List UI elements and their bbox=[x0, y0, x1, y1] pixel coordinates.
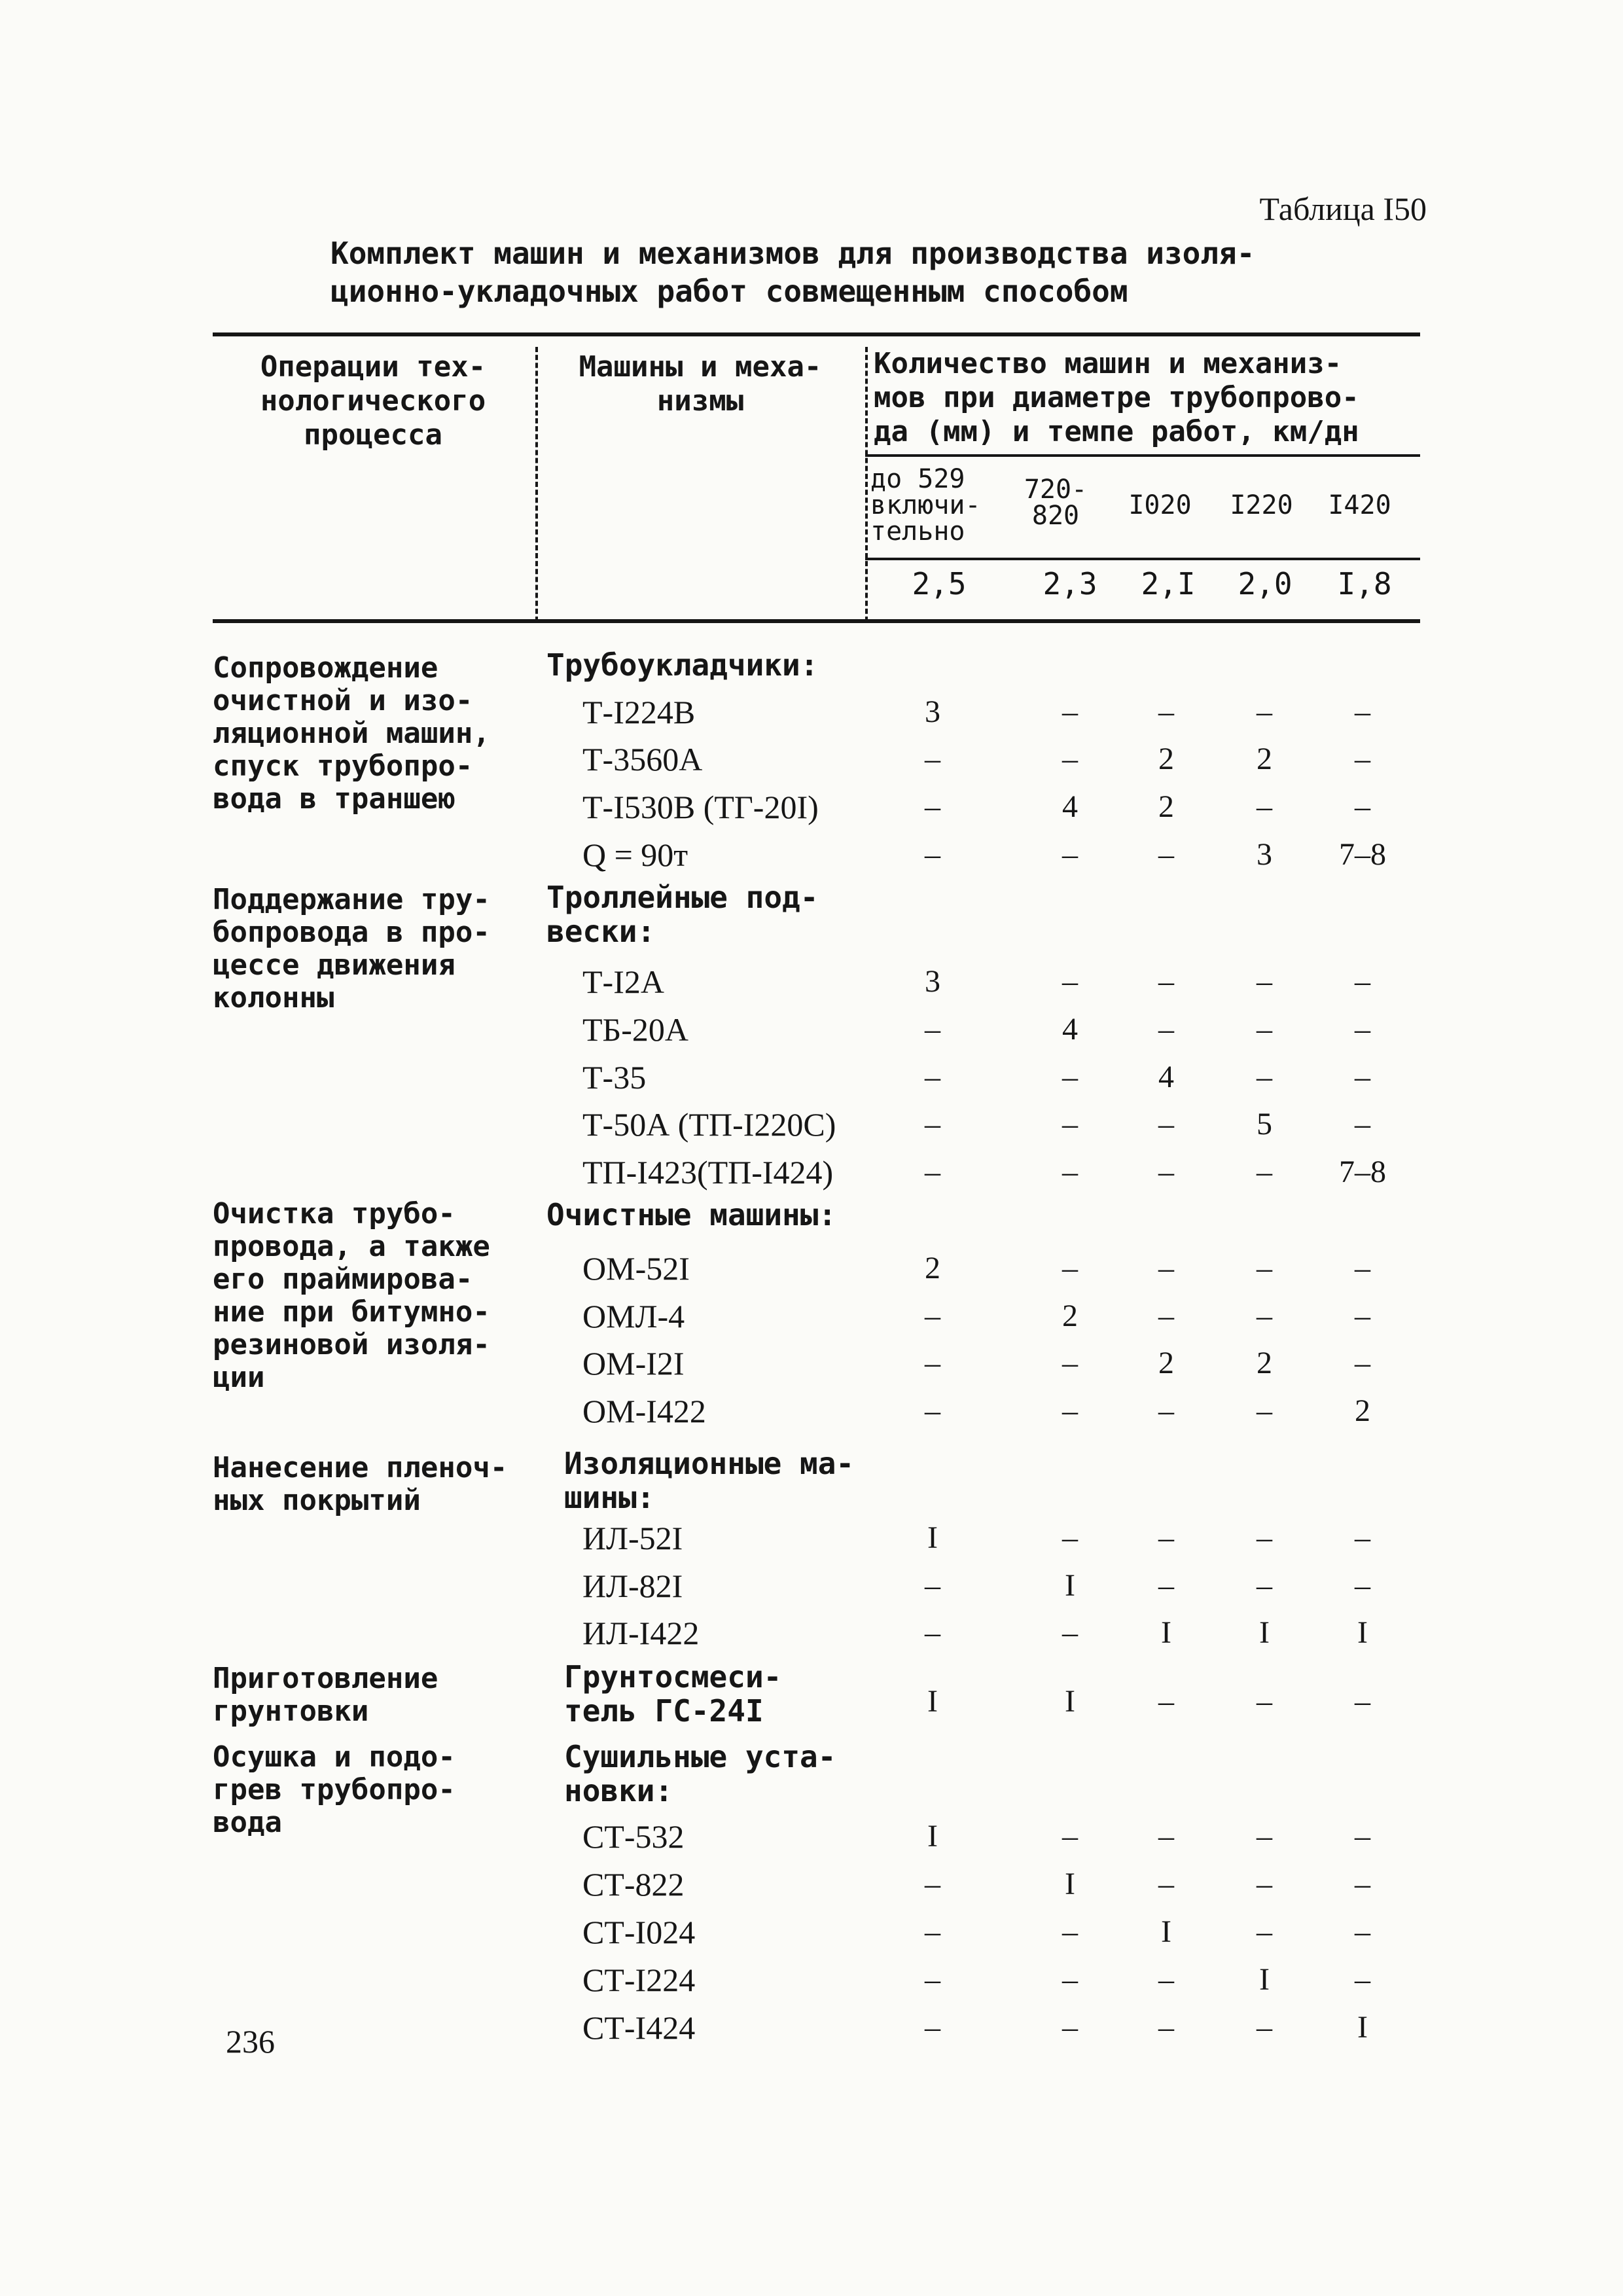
group-label: Очистные машины: bbox=[546, 1197, 837, 1232]
quantity-cell: – bbox=[1355, 1060, 1370, 1094]
quantity-cell: – bbox=[1257, 1819, 1272, 1854]
quantity-cell: – bbox=[1158, 1299, 1174, 1333]
quantity-cell: – bbox=[1257, 789, 1272, 824]
quantity-cell: – bbox=[1062, 1346, 1078, 1380]
quantity-cell: – bbox=[1062, 694, 1078, 729]
operation-label: Очистка трубо- провода, а также его праймирова- ние при битумно- резиновой изоля- ции bbox=[213, 1197, 490, 1394]
quantity-cell: – bbox=[1355, 1107, 1370, 1141]
machine-name: ТБ-20А bbox=[582, 1011, 689, 1048]
quantity-cell: – bbox=[1257, 964, 1272, 999]
quantity-cell: – bbox=[1355, 1962, 1370, 1997]
quantity-cell: – bbox=[1158, 1962, 1174, 1997]
group-label: Сушильные уста- новки: bbox=[564, 1739, 836, 1808]
quantity-cell: 4 bbox=[1158, 1060, 1174, 1094]
machine-name: СТ-I424 bbox=[582, 2009, 696, 2046]
quantity-cell: – bbox=[1062, 964, 1078, 999]
machine-name: ОМ-52I bbox=[582, 1250, 690, 1287]
quantity-cell: – bbox=[1158, 1393, 1174, 1428]
quantity-cell: – bbox=[925, 1867, 940, 1901]
quantity-cell: – bbox=[1257, 1520, 1272, 1555]
operation-label: Приготовление грунтовки bbox=[213, 1662, 438, 1728]
quantity-cell: – bbox=[1355, 1299, 1370, 1333]
quantity-cell: – bbox=[1355, 1012, 1370, 1047]
table-title bbox=[330, 234, 1255, 310]
quantity-cell: – bbox=[925, 742, 940, 776]
title-line: ционно-укладочных работ совмещенным способом bbox=[330, 274, 1128, 309]
header-tempo-5: I,8 bbox=[1337, 566, 1392, 601]
quantity-cell: – bbox=[1355, 1251, 1370, 1285]
quantity-cell: I bbox=[1065, 1568, 1075, 1603]
quantity-cell: 4 bbox=[1062, 1012, 1078, 1047]
quantity-cell: – bbox=[1257, 1568, 1272, 1603]
operation-label: Осушка и подо- грев трубопро- вода bbox=[213, 1740, 455, 1839]
quantity-cell: – bbox=[1158, 1867, 1174, 1901]
machine-name: Т-I224В bbox=[582, 694, 696, 730]
group-label: Грунтосмеси- тель ГС-24I bbox=[564, 1659, 782, 1729]
group-label: Троллейные под- вески: bbox=[546, 880, 819, 949]
machine-name: СТ-I024 bbox=[582, 1914, 696, 1950]
quantity-cell: – bbox=[925, 1393, 940, 1428]
machine-name: ИЛ-52I bbox=[582, 1520, 683, 1556]
quantity-cell: – bbox=[1355, 742, 1370, 776]
quantity-cell: 7–8 bbox=[1339, 837, 1386, 872]
quantity-cell: 2 bbox=[1355, 1393, 1370, 1428]
machine-name: ОМ-I2I bbox=[582, 1345, 685, 1382]
title-line: Комплект машин и механизмов для производства изоля- bbox=[330, 236, 1255, 271]
machine-name: Q = 90т bbox=[582, 836, 688, 873]
header-diameter-4: I220 bbox=[1230, 490, 1293, 520]
operation-label: Нанесение пленоч- ных покрытий bbox=[213, 1451, 508, 1517]
quantity-cell: – bbox=[1257, 1251, 1272, 1285]
quantity-cell: – bbox=[1355, 1819, 1370, 1854]
quantity-cell: – bbox=[1158, 1107, 1174, 1141]
quantity-cell: – bbox=[1158, 1155, 1174, 1189]
group-label: Трубоукладчики: bbox=[546, 647, 819, 683]
quantity-cell: – bbox=[925, 1107, 940, 1141]
quantity-cell: – bbox=[1158, 694, 1174, 729]
quantity-cell: – bbox=[1257, 2010, 1272, 2045]
quantity-cell: – bbox=[925, 1914, 940, 1949]
page-number: 236 bbox=[226, 2023, 275, 2060]
header-diameter-3: I020 bbox=[1128, 490, 1192, 520]
quantity-cell: 2 bbox=[925, 1251, 940, 1285]
header-diameter-2: 720- 820 bbox=[1024, 475, 1088, 531]
quantity-cell: 3 bbox=[1257, 837, 1272, 872]
header-quantity: Количество машин и механиз- мов при диаметре трубопрово- да (мм) и темпе работ, км/дн bbox=[874, 347, 1359, 448]
quantity-cell: – bbox=[1158, 1251, 1174, 1285]
quantity-cell: 2 bbox=[1158, 789, 1174, 824]
quantity-cell: 2 bbox=[1257, 742, 1272, 776]
quantity-cell: – bbox=[1062, 837, 1078, 872]
quantity-cell: 3 bbox=[925, 964, 940, 999]
quantity-cell: – bbox=[1355, 694, 1370, 729]
quantity-cell: – bbox=[1355, 1568, 1370, 1603]
quantity-cell: – bbox=[925, 1568, 940, 1603]
header-machines: Машины и меха- низмы bbox=[579, 350, 822, 418]
header-sub-rule bbox=[865, 558, 1420, 560]
quantity-cell: I bbox=[1259, 1962, 1270, 1997]
quantity-cell: – bbox=[1062, 742, 1078, 776]
quantity-cell: – bbox=[1062, 1819, 1078, 1854]
quantity-cell: – bbox=[925, 1962, 940, 1997]
quantity-cell: – bbox=[925, 1346, 940, 1380]
quantity-cell: – bbox=[925, 1299, 940, 1333]
quantity-cell: I bbox=[1259, 1615, 1270, 1650]
header-mid-rule bbox=[865, 454, 1420, 457]
machine-name: Т-I530В (ТГ-20I) bbox=[582, 789, 819, 825]
quantity-cell: – bbox=[925, 1060, 940, 1094]
header-vdash-2 bbox=[865, 347, 868, 622]
quantity-cell: – bbox=[1355, 964, 1370, 999]
quantity-cell: – bbox=[1257, 1684, 1272, 1719]
machine-name: ИЛ-I422 bbox=[582, 1615, 700, 1651]
quantity-cell: – bbox=[1062, 1914, 1078, 1949]
quantity-cell: – bbox=[1062, 1615, 1078, 1650]
machine-name: СТ-532 bbox=[582, 1818, 685, 1855]
quantity-cell: I bbox=[927, 1520, 938, 1555]
quantity-cell: – bbox=[925, 1615, 940, 1650]
quantity-cell: – bbox=[925, 1155, 940, 1189]
quantity-cell: 2 bbox=[1257, 1346, 1272, 1380]
quantity-cell: I bbox=[927, 1819, 938, 1854]
quantity-cell: – bbox=[1355, 1346, 1370, 1380]
header-bottom-rule bbox=[213, 619, 1420, 623]
quantity-cell: – bbox=[1355, 789, 1370, 824]
quantity-cell: – bbox=[1355, 1914, 1370, 1949]
table-number: Таблица I50 bbox=[1259, 190, 1427, 227]
quantity-cell: – bbox=[1158, 837, 1174, 872]
quantity-cell: – bbox=[1158, 1012, 1174, 1047]
quantity-cell: – bbox=[925, 837, 940, 872]
quantity-cell: 3 bbox=[925, 694, 940, 729]
quantity-cell: – bbox=[1062, 1107, 1078, 1141]
quantity-cell: – bbox=[1257, 694, 1272, 729]
operation-label: Сопровождение очистной и изо- ляционной машин, спуск трубопро- вода в траншею bbox=[213, 651, 490, 816]
header-tempo-1: 2,5 bbox=[912, 566, 967, 601]
quantity-cell: – bbox=[1257, 1914, 1272, 1949]
quantity-cell: 2 bbox=[1062, 1299, 1078, 1333]
machine-name: ОМЛ-4 bbox=[582, 1298, 685, 1335]
quantity-cell: – bbox=[1355, 1684, 1370, 1719]
quantity-cell: – bbox=[1062, 1393, 1078, 1428]
quantity-cell: I bbox=[1161, 1914, 1171, 1949]
group-label: Изоляционные ма- шины: bbox=[564, 1446, 855, 1515]
quantity-cell: 4 bbox=[1062, 789, 1078, 824]
quantity-cell: 7–8 bbox=[1339, 1155, 1386, 1189]
quantity-cell: I bbox=[1357, 1615, 1368, 1650]
header-operations: Операции тех- нологического процесса bbox=[260, 350, 486, 452]
quantity-cell: I bbox=[1161, 1615, 1171, 1650]
quantity-cell: – bbox=[1062, 2010, 1078, 2045]
machine-name: Т-3560А bbox=[582, 741, 703, 778]
header-diameter-1: до 529 включи- тельно bbox=[870, 464, 981, 547]
quantity-cell: – bbox=[1158, 2010, 1174, 2045]
quantity-cell: – bbox=[925, 789, 940, 824]
machine-name: Т-50А (ТП-I220С) bbox=[582, 1106, 836, 1143]
quantity-cell: – bbox=[1257, 1060, 1272, 1094]
quantity-cell: – bbox=[1062, 1520, 1078, 1555]
quantity-cell: – bbox=[1257, 1012, 1272, 1047]
quantity-cell: I bbox=[1065, 1867, 1075, 1901]
machine-name: Т-I2А bbox=[582, 963, 664, 1000]
quantity-cell: – bbox=[1062, 1155, 1078, 1189]
quantity-cell: – bbox=[925, 1012, 940, 1047]
header-diameter-5: I420 bbox=[1328, 490, 1391, 520]
quantity-cell: – bbox=[1355, 1867, 1370, 1901]
header-top-rule bbox=[213, 332, 1420, 336]
quantity-cell: I bbox=[1065, 1684, 1075, 1719]
quantity-cell: – bbox=[1257, 1393, 1272, 1428]
header-tempo-2: 2,3 bbox=[1043, 566, 1097, 601]
quantity-cell: – bbox=[1158, 1684, 1174, 1719]
quantity-cell: – bbox=[1062, 1060, 1078, 1094]
quantity-cell: I bbox=[1357, 2010, 1368, 2045]
quantity-cell: – bbox=[1158, 1568, 1174, 1603]
quantity-cell: – bbox=[1158, 964, 1174, 999]
machine-name: ОМ-I422 bbox=[582, 1393, 706, 1429]
header-tempo-4: 2,0 bbox=[1238, 566, 1293, 601]
quantity-cell: 2 bbox=[1158, 742, 1174, 776]
quantity-cell: 5 bbox=[1257, 1107, 1272, 1141]
quantity-cell: – bbox=[1257, 1155, 1272, 1189]
quantity-cell: – bbox=[1062, 1251, 1078, 1285]
machine-name: Т-35 bbox=[582, 1059, 647, 1096]
quantity-cell: – bbox=[1158, 1819, 1174, 1854]
operation-label: Поддержание тру- бопровода в про- цессе движения колонны bbox=[213, 883, 490, 1014]
machine-name: ТП-I423(ТП-I424) bbox=[582, 1154, 834, 1191]
machine-name: СТ-I224 bbox=[582, 1962, 696, 1998]
quantity-cell: – bbox=[1257, 1867, 1272, 1901]
quantity-cell: – bbox=[1355, 1520, 1370, 1555]
quantity-cell: – bbox=[1158, 1520, 1174, 1555]
quantity-cell: 2 bbox=[1158, 1346, 1174, 1380]
machine-name: ИЛ-82I bbox=[582, 1568, 683, 1604]
header-tempo-3: 2,I bbox=[1141, 566, 1196, 601]
header-vdash-1 bbox=[535, 347, 538, 622]
quantity-cell: – bbox=[1257, 1299, 1272, 1333]
quantity-cell: – bbox=[925, 2010, 940, 2045]
machine-name: СТ-822 bbox=[582, 1866, 685, 1903]
quantity-cell: I bbox=[927, 1684, 938, 1719]
quantity-cell: – bbox=[1062, 1962, 1078, 1997]
